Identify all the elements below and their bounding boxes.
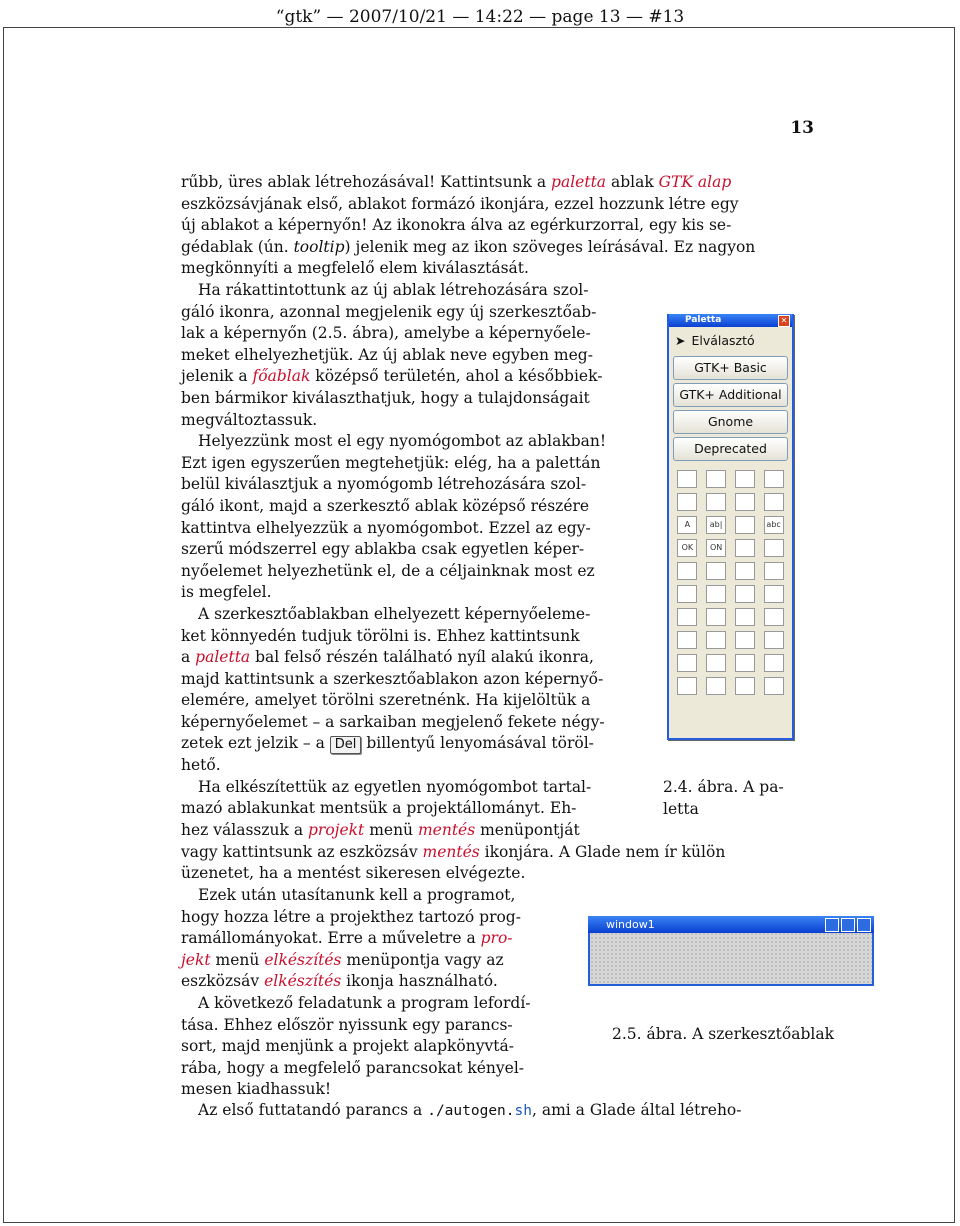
palette-tab-gtk-additional[interactable]: GTK+ Additional <box>673 383 788 407</box>
widget-icon[interactable] <box>764 677 784 695</box>
editor-window-titlebar: window1 <box>588 916 874 933</box>
widget-icon[interactable]: OK <box>677 539 697 557</box>
palette-titlebar: Paletta ✕ <box>669 314 792 327</box>
widget-icon[interactable]: abc <box>764 516 784 534</box>
widget-icon[interactable] <box>735 493 755 511</box>
paragraph-6-7: Ezek után utasítanunk kell a programot, hogy hozza létre a projekthez tartozó prog- ramállományokat. Erre a műveletre a pro- jekt menü elkészítés menüpontja vagy az eszközsáv elkészítés ikonja használható. A következő feladatunk a program lefordí- tása. Ehhez először nyissunk egy parancs- sort, majd menjünk a projekt alapkönyvtá- rába, hogy a megfelelő parancsokat kényel- mesen kiadhassuk! <box>181 886 531 1099</box>
arrow-pointer-icon: ➤ <box>675 332 686 348</box>
widget-icon[interactable] <box>764 539 784 557</box>
page-number: 13 <box>790 118 814 138</box>
palette-tab-gtk-basic[interactable]: GTK+ Basic <box>673 356 788 380</box>
del-key: Del <box>330 736 362 754</box>
paragraph-5-wide: hez válasszuk a projekt menü mentés menüpontját vagy kattintsunk az eszközsáv mentés ikonjára. A Glade nem ír külön üzenetet, ha a mentést sikeresen elvégezte. <box>181 821 726 883</box>
widget-icon[interactable] <box>706 677 726 695</box>
widget-icon[interactable] <box>735 516 755 534</box>
widget-icon[interactable] <box>735 654 755 672</box>
widget-icon[interactable] <box>735 608 755 626</box>
minimize-icon[interactable] <box>825 918 839 932</box>
widget-icon[interactable] <box>706 470 726 488</box>
widget-icon[interactable] <box>735 470 755 488</box>
widget-icon[interactable]: ON <box>706 539 726 557</box>
widget-icon[interactable] <box>677 493 697 511</box>
widget-icon[interactable] <box>764 585 784 603</box>
paragraph-1: rűbb, üres ablak létrehozásával! Kattintsunk a paletta ablak GTK alap eszközsávjának első, ablakot formázó ikonjára, ezzel hozzunk létre egy új ablakot a képernyőn! Az ikonokra álva az egérkurzorral, egy kis se- gédablak (ún. tooltip) jelenik meg az ikon szöveges leírásával. Ez nagyon megkönnyíti a megfelelő elem kiválasztását. <box>181 173 756 278</box>
widget-icon[interactable] <box>764 631 784 649</box>
widget-icon[interactable]: ab| <box>706 516 726 534</box>
figure-caption-2-4: 2.4. ábra. A pa- letta <box>663 778 784 818</box>
widget-icon[interactable] <box>764 608 784 626</box>
widget-icon[interactable] <box>735 562 755 580</box>
widget-icon[interactable] <box>677 654 697 672</box>
widget-icon[interactable] <box>706 631 726 649</box>
close-icon[interactable]: ✕ <box>778 315 790 327</box>
widget-icon[interactable] <box>735 585 755 603</box>
widget-icon-grid <box>669 464 792 695</box>
close-icon[interactable] <box>857 918 871 932</box>
widget-icon[interactable] <box>677 608 697 626</box>
column-text: Ha rákattintottunk az új ablak létrehozására szol- gáló ikonra, azonnal megjelenik egy új szerkesztőab- lak a képernyőn (2.5. ábra), amelybe a képernyőele- meket elhelyezhetjük. Az új ablak neve egyben meg- jelenik a főablak középső területén, ahol a későbbiek- ben bármikor kiválaszthatjuk, hogy a tulajdonságait megváltoztassuk. Helyezzünk most el egy nyomógombot az ablakban! Ezt igen egyszerűen megtehetjük: elég, ha a palettán belül kiválasztjuk a nyomógomb létrehozására szol- gáló ikont, majd a szerkesztő ablak középső részére kattintva elhelyezzük a nyomógombot. Ezzel az egy- szerű módszerrel egy ablakba csak egyetlen képer- nyőelemet helyezhetünk el, de a céljainknak most ez is megfelel. A szerkesztőablakban elhelyezett képernyőeleme- ket könnyedén tudjuk törölni is. Ehhez kattintsunk a paletta bal felső részén található nyíl alakú ikonra, majd kattintsunk a szerkesztőablakon azon képernyő- elemére, amelyet törölni szeretnénk. Ha kijelöltük a képernyőelemet – a sarkaiban megjelenő fekete négy- zetek ezt jelzik – a Del billentyű lenyomásával töröl- hető. Ha elkészítettük az egyetlen nyomógombot tartal- mazó ablakunkat mentsük a projektállományt. Eh- <box>181 281 607 818</box>
figure-caption-2-5: 2.5. ábra. A szerkesztőablak <box>612 1025 834 1043</box>
editor-window <box>588 916 874 986</box>
widget-icon[interactable] <box>764 470 784 488</box>
widget-icon[interactable] <box>706 654 726 672</box>
paragraph-8: Az első futtatandó parancs a ./autogen.sh, ami a Glade által létreho- <box>198 1101 742 1119</box>
widget-icon[interactable] <box>764 654 784 672</box>
widget-icon[interactable] <box>735 677 755 695</box>
widget-icon[interactable] <box>706 585 726 603</box>
widget-icon[interactable] <box>735 539 755 557</box>
palette-tab-gnome[interactable]: Gnome <box>673 410 788 434</box>
widget-icon[interactable] <box>706 562 726 580</box>
widget-icon[interactable] <box>677 470 697 488</box>
widget-icon[interactable] <box>764 562 784 580</box>
widget-icon[interactable]: A <box>677 516 697 534</box>
widget-icon[interactable] <box>764 493 784 511</box>
widget-icon[interactable] <box>677 562 697 580</box>
widget-icon[interactable] <box>735 631 755 649</box>
palette-tab-deprecated[interactable]: Deprecated <box>673 437 788 461</box>
widget-icon[interactable] <box>677 585 697 603</box>
widget-icon[interactable] <box>706 493 726 511</box>
maximize-icon[interactable] <box>841 918 855 932</box>
selector-tool[interactable]: ➤ Elválasztó <box>675 332 755 348</box>
running-header: “gtk” — 2007/10/21 — 14:22 — page 13 — #13 <box>275 7 685 27</box>
widget-icon[interactable] <box>677 631 697 649</box>
widget-icon[interactable] <box>706 608 726 626</box>
palette-window <box>667 314 794 740</box>
widget-icon[interactable] <box>677 677 697 695</box>
